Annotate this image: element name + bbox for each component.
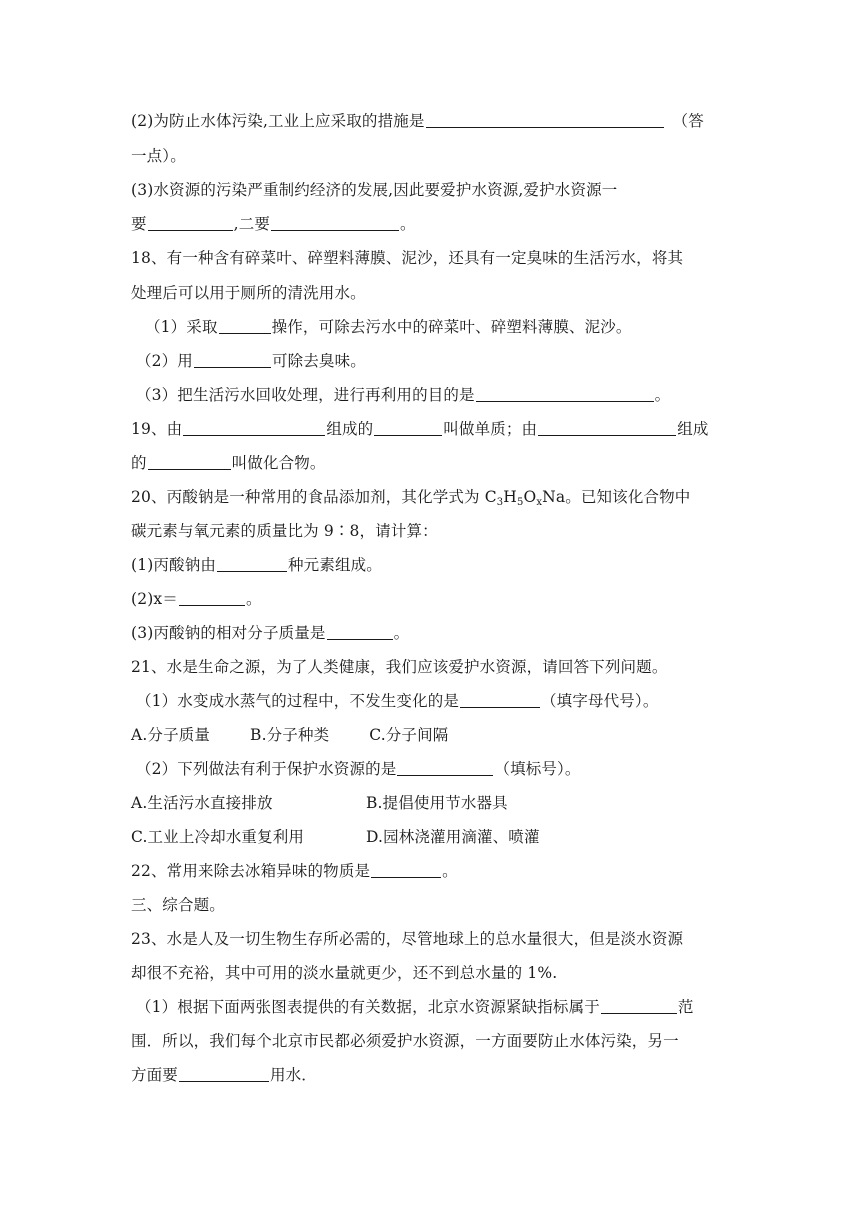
q21-part2-a: （2）下列做法有利于保护水资源的是 bbox=[136, 760, 397, 778]
q18-part2-b: 可除去臭味。 bbox=[271, 352, 366, 370]
q18-stem2: 处理后可以用于厕所的清洗用水。 bbox=[131, 284, 366, 302]
q23-part1-e: 用水． bbox=[269, 1066, 317, 1084]
q19-blank3[interactable] bbox=[538, 419, 676, 436]
q18-part1-b: 操作，可除去污水中的碎菜叶、碎塑料薄膜、泥沙。 bbox=[271, 318, 632, 336]
q21-part2-blank[interactable] bbox=[397, 759, 493, 776]
q21-stem-line bbox=[131, 656, 667, 678]
q23-part1-c: 围．所以，我们每个北京市民都必须爱护水资源，一方面要防止水体污染，另一 bbox=[131, 1032, 679, 1050]
q20-part3-blank[interactable] bbox=[327, 623, 393, 640]
q20-sub3: 3 bbox=[496, 497, 504, 508]
q20-part2-b: 。 bbox=[245, 590, 262, 608]
q17-part2-line bbox=[131, 110, 704, 132]
q17-part2-suffix: （答 bbox=[672, 112, 704, 130]
q20-part3-b: 。 bbox=[393, 624, 410, 642]
q20-part1-line bbox=[131, 554, 382, 576]
q21-option-a: A.分子质量 bbox=[131, 726, 211, 744]
q19-line2 bbox=[131, 452, 326, 474]
q20-H: H bbox=[503, 488, 517, 506]
q23-part1-b: 范 bbox=[677, 998, 694, 1016]
q20-stem-line1 bbox=[131, 486, 690, 508]
q20-O: O bbox=[523, 488, 537, 506]
q21-option-c: C.分子间隔 bbox=[369, 726, 449, 744]
q21-part1-a: （1）水变成水蒸气的过程中，不发生变化的是 bbox=[136, 692, 460, 710]
q21-stem: 21、水是生命之源，为了人类健康，我们应该爱护水资源，请回答下列问题。 bbox=[131, 658, 668, 676]
q23-part1-d: 方面要 bbox=[131, 1066, 178, 1084]
q23-part1-a: （1）根据下面两张图表提供的有关数据，北京水资源紧缺指标属于 bbox=[136, 998, 600, 1016]
q17-part3-line2 bbox=[131, 213, 416, 235]
q17-part3-blank2[interactable] bbox=[271, 214, 399, 231]
q21-option2-c: C.工业上冷却水重复利用 bbox=[131, 828, 305, 846]
q22-a: 22、常用来除去冰箱异味的物质是 bbox=[131, 862, 371, 880]
q22-b: 。 bbox=[442, 862, 458, 880]
q20-part2-a: (2)x＝ bbox=[131, 590, 178, 608]
q20-stem1-b: Na。已知该化合物中 bbox=[542, 488, 691, 506]
q17-part3-b: ,二要 bbox=[233, 215, 271, 233]
q22-blank[interactable] bbox=[371, 861, 441, 878]
q19-b: 组成的 bbox=[326, 420, 374, 438]
q18-part3-line bbox=[136, 384, 670, 406]
q23-part1-line2 bbox=[131, 1030, 679, 1052]
q20-part3-a: (3)丙酸钠的相对分子质量是 bbox=[131, 624, 326, 642]
q23-part1-line3 bbox=[131, 1064, 317, 1086]
q23-stem2: 却很不充裕，其中可用的淡水量就更少，还不到总水量的 1%. bbox=[131, 964, 558, 982]
q19-blank1[interactable] bbox=[183, 419, 325, 436]
q23-part1-line1 bbox=[136, 996, 694, 1018]
q21-options2-line2 bbox=[131, 826, 540, 848]
q18-part1-a: （1）采取 bbox=[145, 318, 218, 336]
q23-stem-line2 bbox=[131, 962, 557, 984]
q21-part1-blank[interactable] bbox=[460, 691, 540, 708]
q19-e: 的 bbox=[131, 454, 147, 472]
q18-part2-a: （2）用 bbox=[136, 352, 193, 370]
q17-part3-text: (3)水资源的污染严重制约经济的发展,因此要爱护水资源,爱护水资源一 bbox=[131, 181, 618, 199]
q18-stem1: 18、有一种含有碎菜叶、碎塑料薄膜、泥沙，还具有一定臭味的生活污水，将其 bbox=[131, 249, 684, 267]
q19-blank4[interactable] bbox=[148, 453, 231, 470]
q18-part3-a: （3）把生活污水回收处理，进行再利用的目的是 bbox=[136, 386, 475, 404]
q18-part3-b: 。 bbox=[654, 386, 671, 404]
q23-part1-blank1[interactable] bbox=[601, 997, 677, 1014]
q23-part1-blank2[interactable] bbox=[179, 1065, 269, 1082]
q21-part2-b: （填标号）。 bbox=[494, 760, 581, 778]
section3-title: 三、综合题。 bbox=[131, 896, 225, 914]
q17-part3-line bbox=[131, 179, 617, 201]
q21-options2-line1 bbox=[131, 792, 508, 814]
section3-heading bbox=[131, 894, 225, 916]
q18-stem-line1 bbox=[131, 247, 683, 269]
q17-part3-a: 要 bbox=[131, 215, 147, 233]
q21-options1-line bbox=[131, 724, 448, 746]
q20-part1-b: 种元素组成。 bbox=[288, 556, 382, 574]
q20-part2-blank[interactable] bbox=[179, 589, 245, 606]
q21-option2-b: B.提倡使用节水器具 bbox=[366, 794, 508, 812]
q23-stem-line1 bbox=[131, 928, 683, 950]
q17-part2-text: (2)为防止水体污染,工业上应采取的措施是 bbox=[131, 112, 425, 130]
q19-c: 叫做单质；由 bbox=[443, 420, 538, 438]
q18-part1-blank[interactable] bbox=[219, 317, 271, 334]
q18-part2-line bbox=[136, 350, 366, 372]
q18-part1-line bbox=[145, 316, 632, 338]
q20-part3-line bbox=[131, 622, 409, 644]
q21-part1-line bbox=[136, 690, 658, 712]
q19-line1 bbox=[131, 418, 709, 440]
q20-stem-line2 bbox=[131, 520, 438, 542]
q22-line bbox=[131, 860, 458, 882]
q20-stem2: 碳元素与氧元素的质量比为 9∶8，请计算： bbox=[131, 522, 438, 540]
q18-part2-blank[interactable] bbox=[194, 351, 271, 368]
q17-part3-end: 。 bbox=[400, 215, 416, 233]
q21-part1-b: （填字母代号）。 bbox=[541, 692, 659, 710]
q19-d: 组成 bbox=[677, 420, 709, 438]
q18-stem-line2 bbox=[131, 282, 366, 304]
q21-option-b: B.分子种类 bbox=[250, 726, 330, 744]
q20-part1-blank[interactable] bbox=[217, 555, 287, 572]
q17-part2-cont-text: 一点）。 bbox=[131, 147, 186, 165]
q20-subx: x bbox=[536, 497, 543, 508]
q20-sub5: 5 bbox=[516, 497, 524, 508]
q20-stem1-a: 20、丙酸钠是一种常用的食品添加剂，其化学式为 C bbox=[131, 488, 497, 506]
q20-part1-a: (1)丙酸钠由 bbox=[131, 556, 217, 574]
q17-part2-blank[interactable] bbox=[426, 111, 664, 128]
q19-blank2[interactable] bbox=[374, 419, 442, 436]
q21-option2-a: A.生活污水直接排放 bbox=[131, 794, 273, 812]
q18-part3-blank[interactable] bbox=[476, 385, 654, 402]
q19-f: 叫做化合物。 bbox=[231, 454, 326, 472]
q21-part2-line bbox=[136, 758, 581, 780]
q20-part2-line bbox=[131, 588, 262, 610]
q17-part2-cont bbox=[131, 145, 186, 167]
q21-option2-d: D.园林浇灌用滴灌、喷灌 bbox=[366, 828, 540, 846]
q19-a: 19、由 bbox=[131, 420, 183, 438]
q17-part3-blank1[interactable] bbox=[148, 214, 233, 231]
q23-stem1: 23、水是人及一切生物生存所必需的，尽管地球上的总水量很大，但是淡水资源 bbox=[131, 930, 684, 948]
